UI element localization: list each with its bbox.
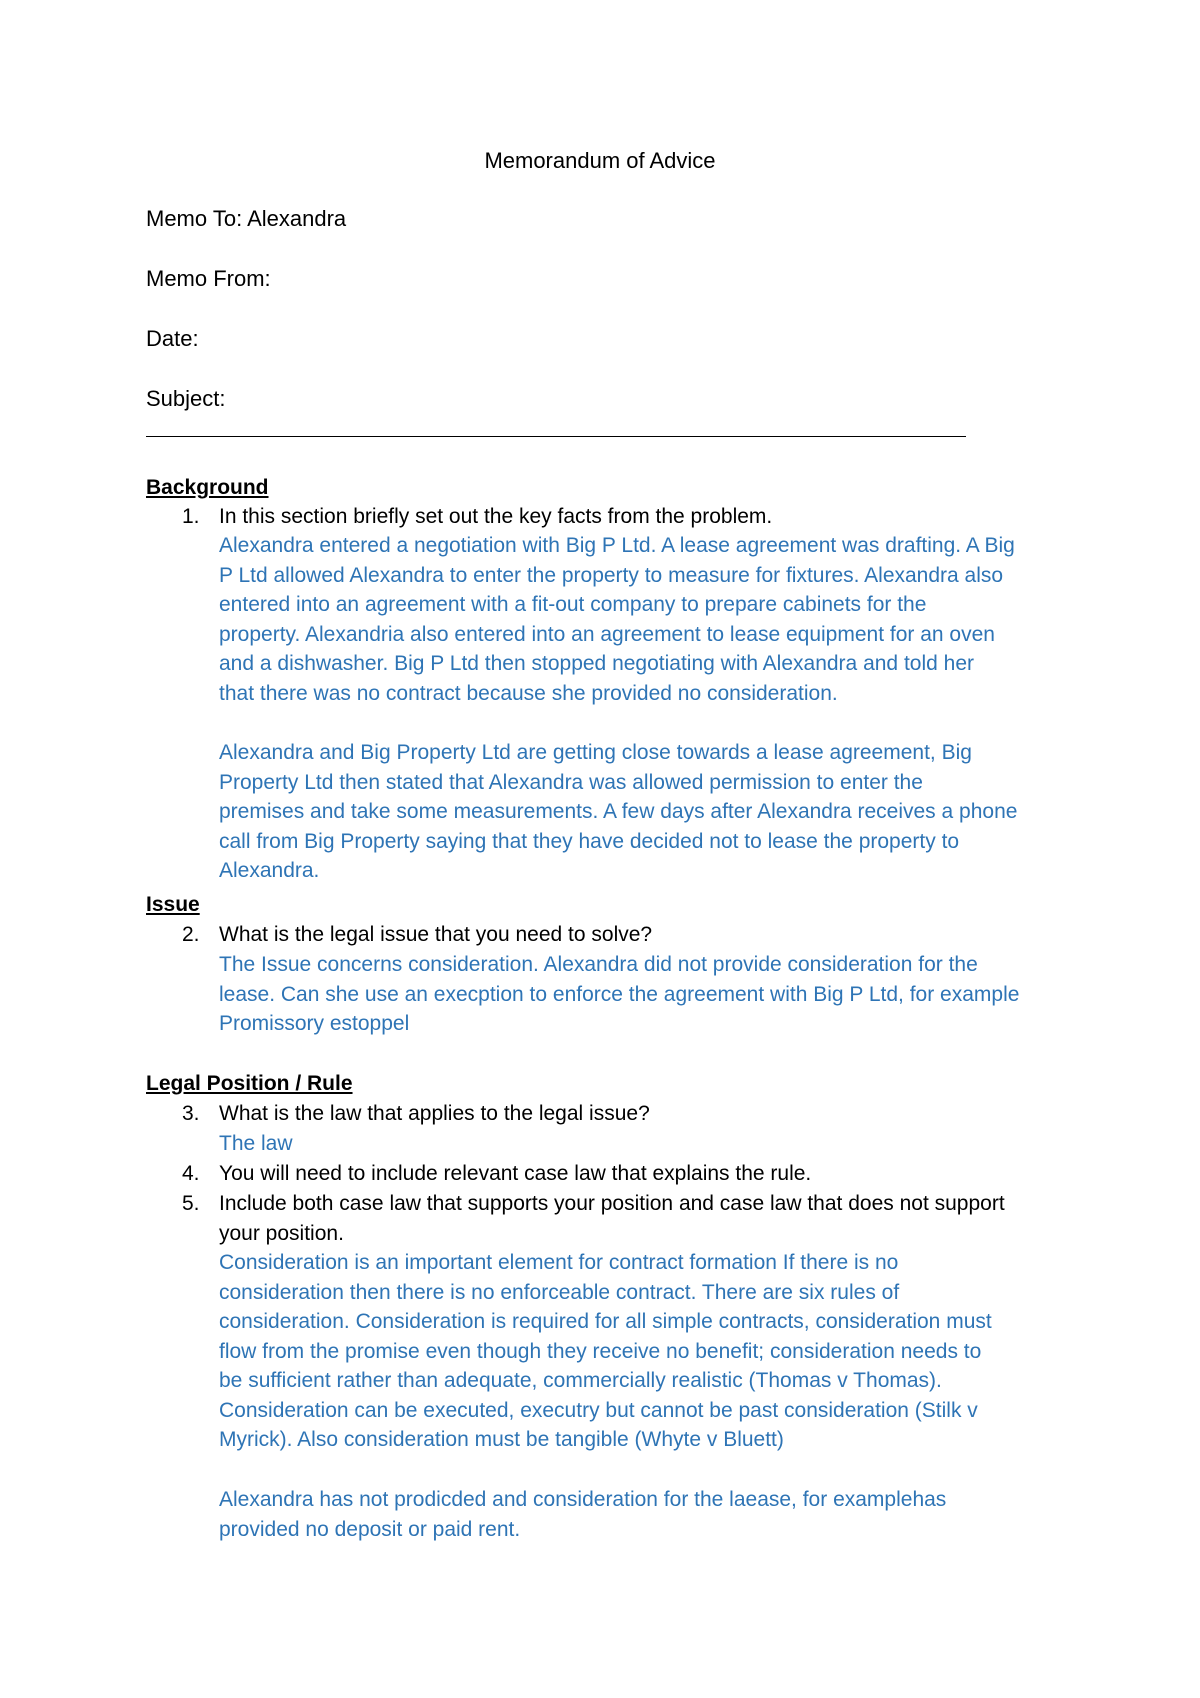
item-question: What is the legal issue that you need to solve? — [219, 923, 653, 946]
item-question: In this section briefly set out the key facts from the problem. — [219, 505, 773, 528]
item-answer: The Issue concerns consideration. Alexandra did not provide consideration for the lease. Can she use an execption to enforce the agreement with Big P Ltd, for example Promissory estoppel — [219, 953, 1020, 1035]
item-number: 3. — [182, 1102, 200, 1125]
memo-to: Memo To: Alexandra — [146, 206, 347, 231]
memo-date: Date: — [146, 326, 199, 351]
item-number: 1. — [182, 505, 200, 528]
item-number: 4. — [182, 1162, 200, 1185]
item-answer: The law — [219, 1132, 293, 1155]
memo-from: Memo From: — [146, 266, 271, 291]
header-divider — [146, 436, 966, 437]
memo-title: Memorandum of Advice — [484, 148, 716, 173]
section-heading-background: Background — [146, 476, 269, 499]
section-heading-issue: Issue — [146, 893, 200, 916]
item-number: 2. — [182, 923, 200, 946]
item-answer-2: Alexandra and Big Property Ltd are getting close towards a lease agreement, Big Property Ltd then stated that Alexandra was allowed permission to enter the premises and take some measurements. A few days after Alexandra receives a phone call from Big Property saying that they have decided not to lease the property to Alexandra. — [219, 741, 1018, 882]
item-answer: Consideration is an important element for contract formation If there is no consideration then there is no enforceable contract. There are six rules of consideration. Consideration is required for all simple contracts, consideration must flow from the promise even though they receive no benefit; consideration needs to be sufficient rather than adequate, commercially realistic (Thomas v Thomas). Consideration can be executed, executry but cannot be past consideration (Stilk v Myrick). Also consideration must be tangible (Whyte v Bluett) — [219, 1251, 992, 1451]
item-answer-2: Alexandra has not prodicded and consideration for the laease, for examplehas provided no deposit or paid rent. — [219, 1488, 947, 1541]
item-question: You will need to include relevant case law that explains the rule. — [219, 1162, 812, 1185]
item-question: Include both case law that supports your position and case law that does not support your position. — [219, 1192, 1005, 1245]
item-answer: Alexandra entered a negotiation with Big P Ltd. A lease agreement was drafting. A Big P Ltd allowed Alexandra to enter the property to measure for fixtures. Alexandra also entered into an agreement with a fit-out company to prepare cabinets for the property. Alexandria also entered into an agreement to lease equipment for an oven and a dishwasher. Big P Ltd then stopped negotiating with Alexandra and told her that there was no contract because she provided no consideration. — [219, 534, 1015, 705]
section-heading-legal-position: Legal Position / Rule — [146, 1072, 353, 1095]
memo-subject: Subject: — [146, 386, 226, 411]
item-number: 5. — [182, 1192, 200, 1215]
item-question: What is the law that applies to the legal issue? — [219, 1102, 650, 1125]
